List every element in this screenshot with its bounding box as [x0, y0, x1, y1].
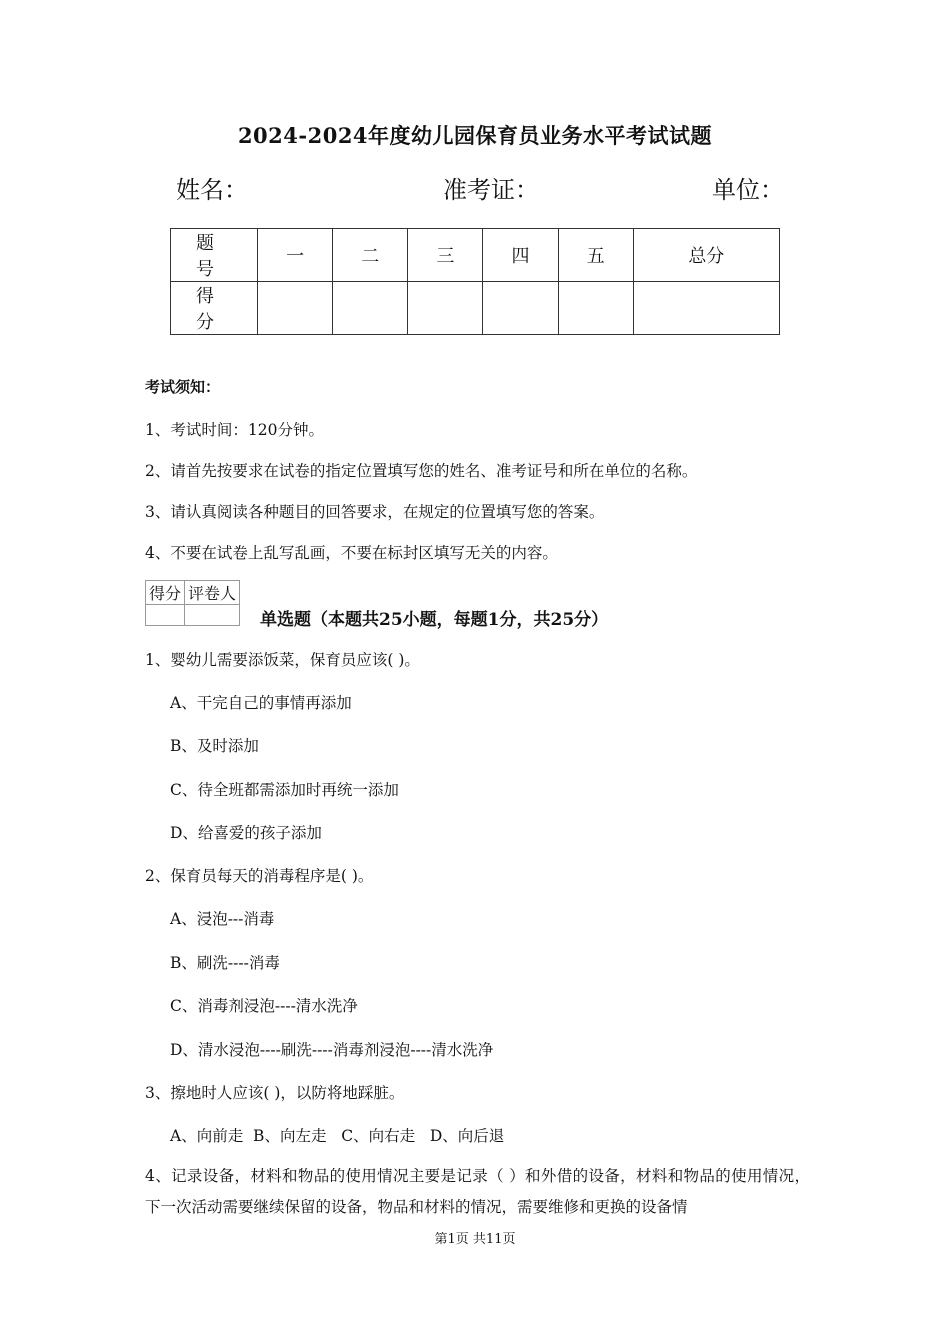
score-input-cell[interactable] [333, 282, 408, 335]
question-stem: 4、记录设备，材料和物品的使用情况主要是记录（ ）和外借的设备，材料和物品的使用情况，下一次活动需要继续保留的设备，物品和材料的情况，需要维修和更换的设备情 [145, 1167, 810, 1216]
grader-reviewer-cell[interactable] [185, 605, 240, 626]
score-table-cell: 二 [333, 229, 408, 282]
score-input-cell[interactable] [408, 282, 483, 335]
score-table-cell: 三 [408, 229, 483, 282]
notice-item: 4、不要在试卷上乱写乱画，不要在标封区填写无关的内容。 [145, 544, 558, 562]
grader-score-cell[interactable] [146, 605, 185, 626]
question-option: A、浸泡---消毒 [170, 910, 275, 928]
score-table-cell: 总分 [633, 229, 779, 282]
unit-label: 单位： [712, 176, 784, 204]
score-table-cell: 一 [258, 229, 333, 282]
notice-heading: 考试须知： [145, 378, 221, 396]
question-option: C、消毒剂浸泡----清水洗净 [170, 997, 358, 1015]
question-option: C、待全班都需添加时再统一添加 [170, 781, 399, 799]
exam-title: 2024-2024年度幼儿园保育员业务水平考试试题 [237, 123, 713, 148]
section-title: 单选题（本题共25小题，每题1分，共25分） [260, 610, 609, 630]
score-table [170, 228, 780, 335]
score-input-cell[interactable] [258, 282, 333, 335]
notice-item: 1、考试时间：120分钟。 [145, 421, 324, 439]
score-table-cell: 五 [558, 229, 633, 282]
score-input-cell[interactable] [633, 282, 779, 335]
score-table-score-row [171, 282, 780, 335]
score-input-cell[interactable] [558, 282, 633, 335]
name-label: 姓名： [176, 176, 248, 204]
question-option: A、干完自己的事情再添加 [170, 694, 352, 712]
question-options-inline: A、向前走 B、向左走 C、向右走 D、向后退 [170, 1127, 505, 1145]
question-option: D、清水浸泡----刷洗----消毒剂浸泡----清水洗净 [170, 1041, 494, 1059]
exam-id-label: 准考证： [443, 176, 539, 204]
grader-reviewer-label: 评卷人 [185, 581, 240, 605]
score-row-label: 得 分 [171, 282, 258, 335]
score-table-cell: 四 [483, 229, 558, 282]
grader-score-label: 得分 [146, 581, 185, 605]
score-table-header-row [171, 229, 780, 282]
notice-item: 2、请首先按要求在试卷的指定位置填写您的姓名、准考证号和所在单位的名称。 [145, 462, 698, 480]
question-option: B、及时添加 [170, 737, 259, 755]
question-stem: 3、擦地时人应该( )，以防将地踩脏。 [145, 1084, 405, 1102]
score-input-cell[interactable] [483, 282, 558, 335]
grader-box [145, 580, 240, 626]
question-stem: 2、保育员每天的消毒程序是( )。 [145, 867, 374, 885]
question-option: D、给喜爱的孩子添加 [170, 824, 322, 842]
page-number: 第1页 共11页 [434, 1232, 516, 1247]
score-table-cell: 题 号 [171, 229, 258, 282]
question-option: B、刷洗----消毒 [170, 954, 280, 972]
question-stem: 1、婴幼儿需要添饭菜，保育员应该( )。 [145, 651, 420, 669]
notice-item: 3、请认真阅读各种题目的回答要求，在规定的位置填写您的答案。 [145, 503, 605, 521]
